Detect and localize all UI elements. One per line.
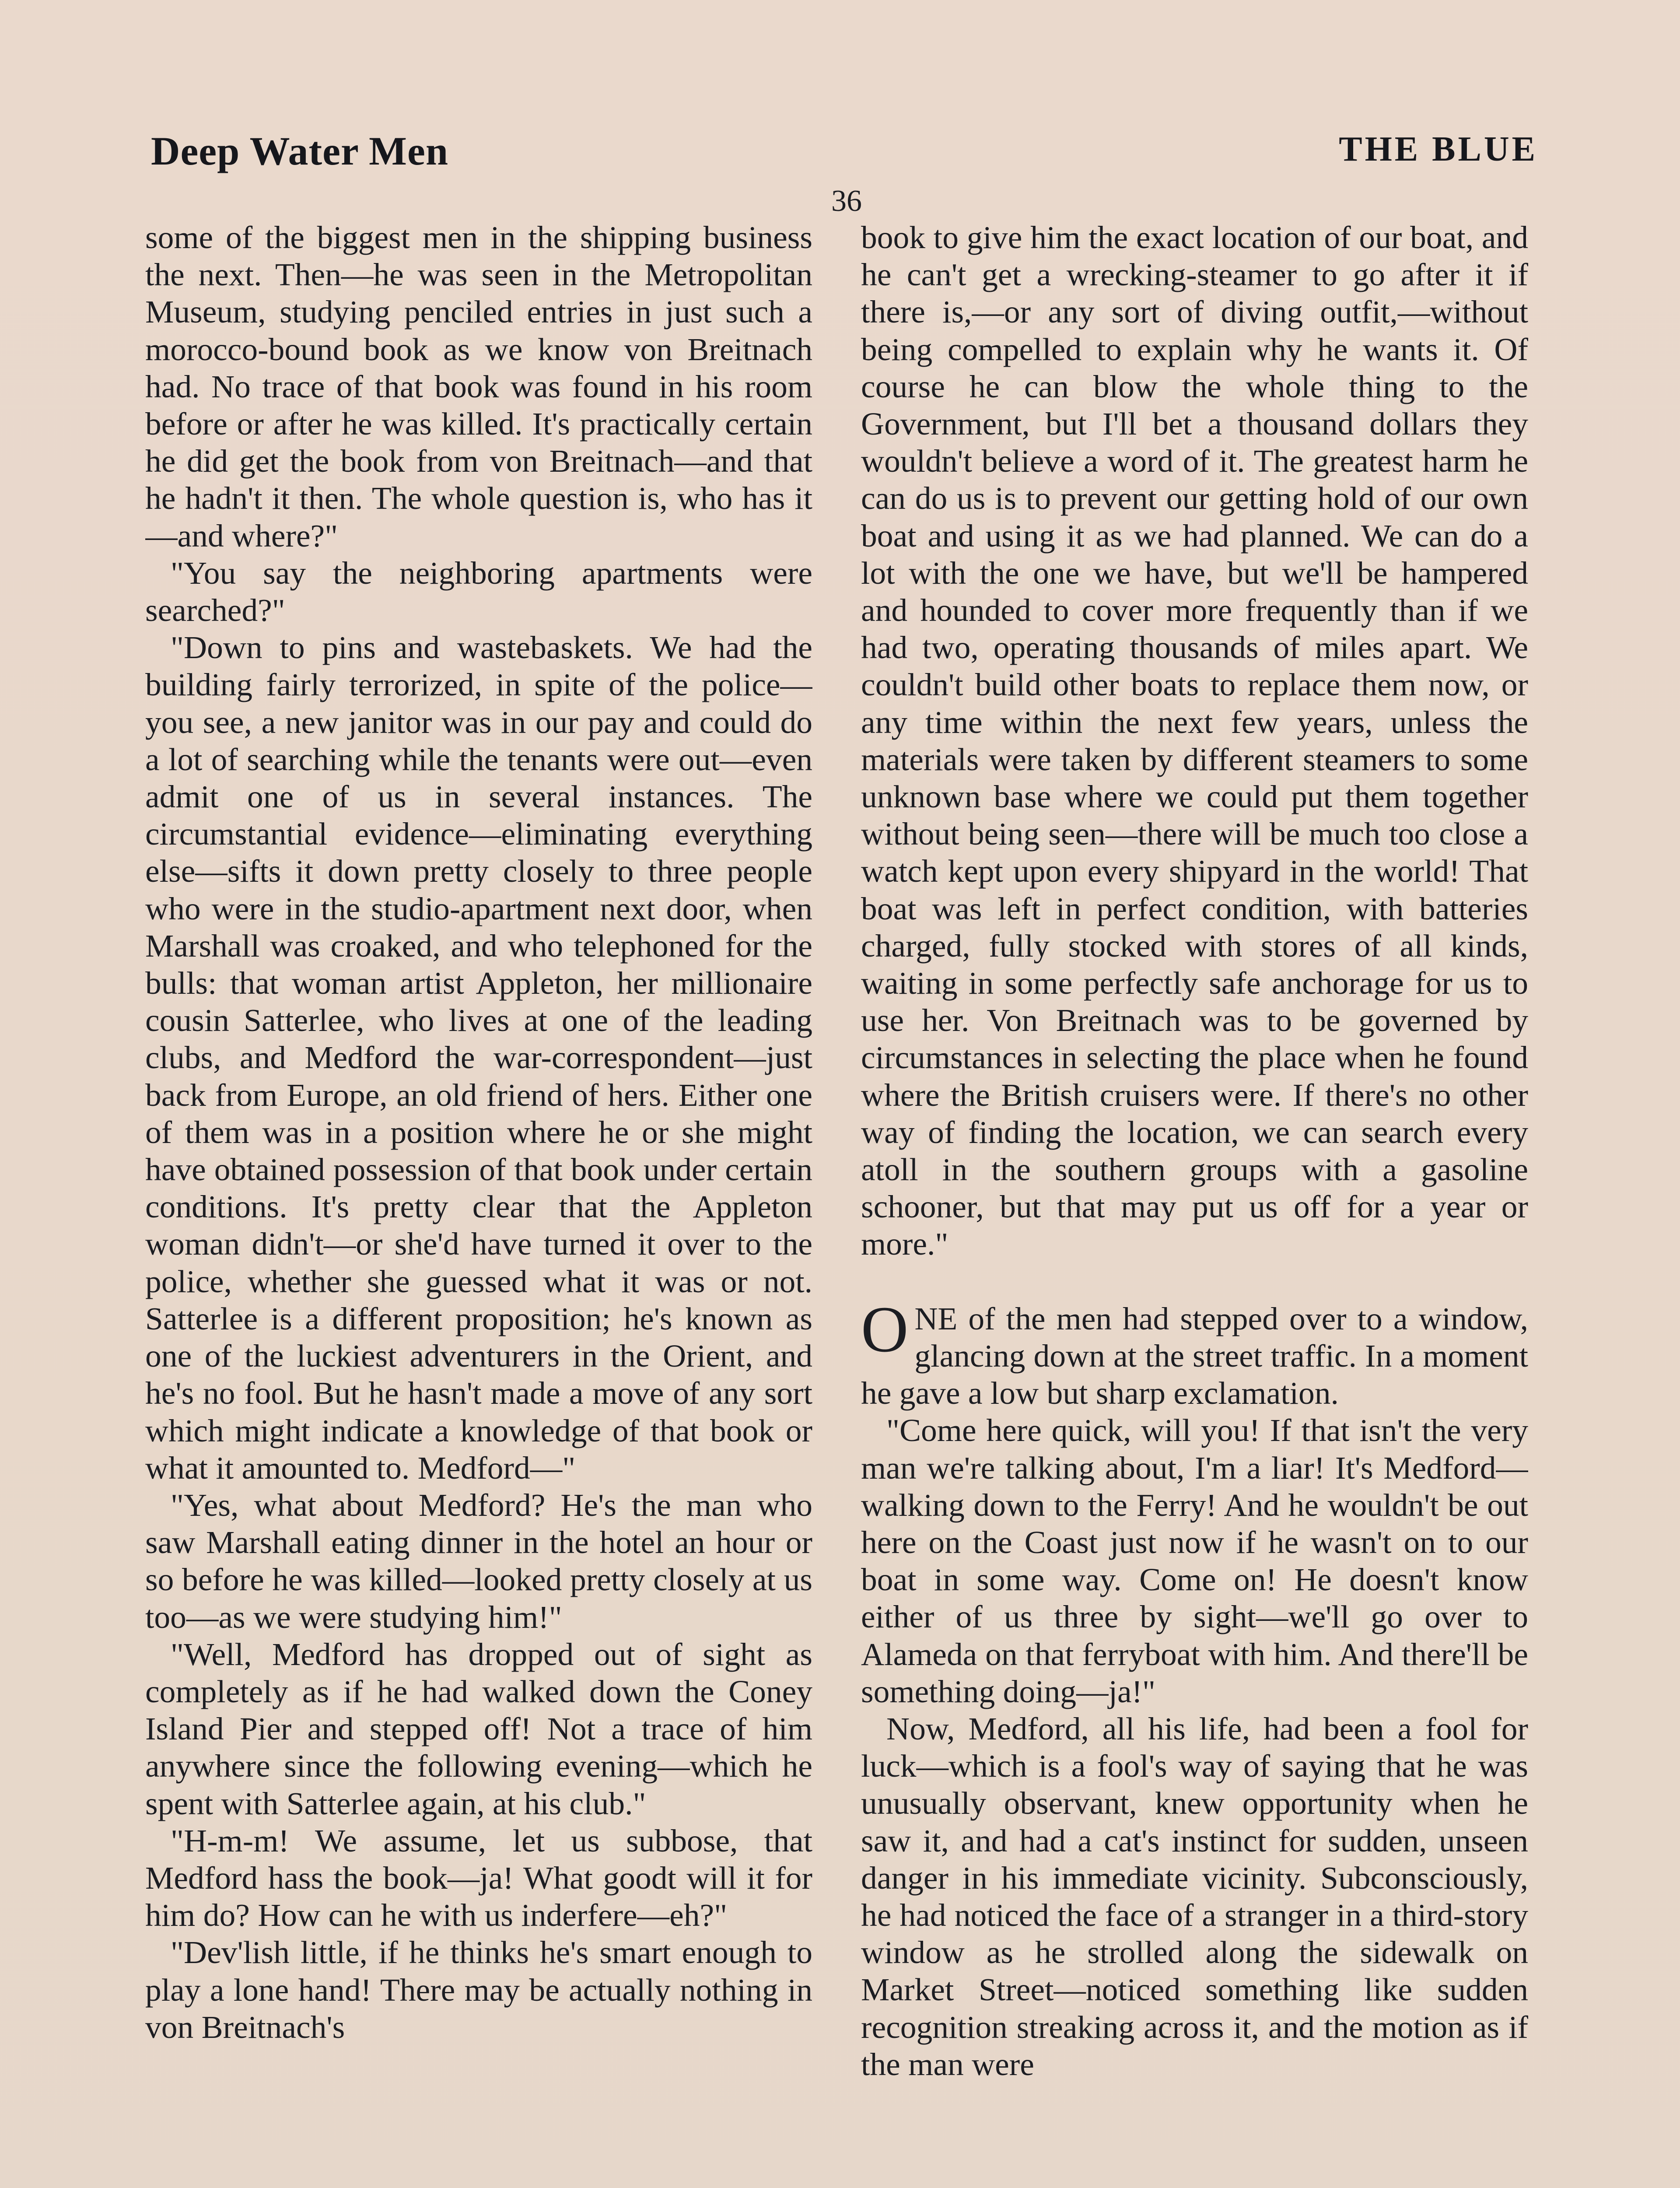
opener-word: NE <box>914 1301 958 1336</box>
paragraph: "You say the neighboring apartments were searched?" <box>145 555 812 628</box>
section-opening-paragraph <box>861 1293 1528 1412</box>
paragraph: some of the biggest men in the shipping business the next. Then—he was seen in the Metropolitan Museum, studying penciled entries in just such a morocco-bound book as we know von Breitnach had. No trace of that book was found in his room before or after he was killed. It's practically certain he did get the book from von Breitnach—and that he hadn't it then. The whole question is, who has it—and where?" <box>145 220 812 554</box>
right-column <box>861 219 1528 2188</box>
paragraph: book to give him the exact location of our boat, and he can't get a wrecking-steamer to go after it if there is,—or any sort of diving outfit,—without being compelled to explain why he wants it. Of course he can blow the whole thing to the Government, but I'll bet a thousand dollars they wouldn't believe a word of it. The greatest harm he can do us is to prevent our getting hold of our own boat and using it as we had planned. We can do a lot with the one we have, but we'll be hampered and hounded to cover more frequently than if we had two, operating thousands of miles apart. We couldn't build other boats to replace them now, or any time within the next few years, unless the materials were taken by different steamers to some unknown base where we could put them together without being seen—there will be much too close a watch kept upon every shipyard in the world! That boat was left in perfect condition, with batteries charged, fully stocked with stores of all kinds, waiting in some perfectly safe anchorage for us to use her. Von Breitnach was to be governed by circumstances in selecting the place when he found where the British cruisers were. If there's no other way of finding the location, we can search every atoll in the southern groups with a gasoline schooner, but that may put us off for a year or more." <box>861 220 1528 1262</box>
paragraph: "Come here quick, will you! If that isn't the very man we're talking about, I'm a liar! It's Medford—walking down to the Ferry! And he wouldn't be out here on the Coast just now if he wasn't on to our boat in some way. Come on! He doesn't know either of us three by sight—we'll go over to Alameda on that ferryboat with him. And there'll be something doing—ja!" <box>861 1413 1528 1709</box>
paragraph: "Dev'lish little, if he thinks he's smart enough to play a lone hand! There may be actually nothing in von Breitnach's <box>145 1935 812 2045</box>
paragraph: "Yes, what about Medford? He's the man who saw Marshall eating dinner in the hotel an hour or so before he was killed—looked pretty closely at us too—as we were studying him!" <box>145 1487 812 1635</box>
paragraph: "Well, Medford has dropped out of sight as completely as if he had walked down the Coney Island Pier and stepped off! Not a trace of him anywhere since the following evening—which he spent with Satterlee again, at his club." <box>145 1636 812 1821</box>
story-title: Deep Water Men <box>151 129 449 173</box>
left-column <box>145 219 812 2188</box>
paragraph: Now, Medford, all his life, had been a fool for luck—which is a fool's way of saying that he was unusually observant, knew opportunity when he saw it, and had a cat's instinct for sudden, unseen danger in his immediate vicinity. Subconsciously, he had noticed the face of a stranger in a third-story window as he strolled along the sidewalk on Market Street—noticed something like sudden recognition streaking across it, and the motion as if the man were <box>861 1711 1528 2082</box>
drop-cap: O <box>861 1293 909 1366</box>
section-break <box>861 1263 1528 1300</box>
paragraph: "Down to pins and wastebaskets. We had the building fairly terrorized, in spite of the police—you see, a new janitor was in our pay and could do a lot of searching while the tenants were out—even admit one of us in several instances. The circumstantial evidence—eliminating everything else—sifts it down pretty closely to three people who were in the studio-apartment next door, when Marshall was croaked, and who telephoned for the bulls: that woman artist Appleton, her millionaire cousin Satterlee, who lives at one of the leading clubs, and Medford the war-correspondent—just back from Europe, an old friend of hers. Either one of them was in a position where he or she might have obtained possession of that book under certain conditions. It's pretty clear that the Appleton woman didn't—or she'd have turned it over to the police, whether she guessed what it was or not. Satterlee is a different proposition; he's known as one of the luckiest adventurers in the Orient, and he's no fool. But he hasn't made a move of any sort which might indicate a knowledge of that book or what it amounted to. Medford—" <box>145 630 812 1486</box>
paragraph: "H-m-m! We assume, let us subbose, that Medford hass the book—ja! What goodt will it for him do? How can he with us inderfere—eh?" <box>145 1823 812 1933</box>
paragraph-text: of the men had stepped over to a window, glancing down at the street traffic. In a moment he gave a low but sharp exclamation. <box>861 1301 1528 1411</box>
magazine-title: THE BLUE <box>1339 130 1538 168</box>
page-number: 36 <box>831 184 862 218</box>
